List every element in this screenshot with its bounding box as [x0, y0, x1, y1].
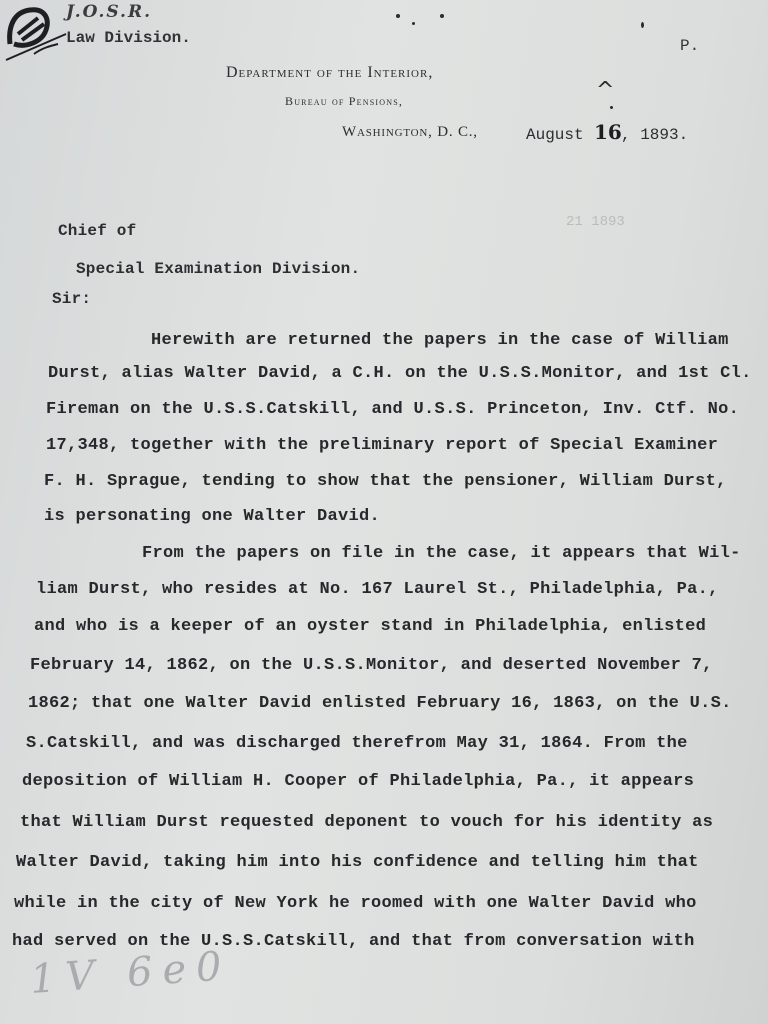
body-line: F. H. Sprague, tending to show that the pensioner, William Durst,: [44, 472, 727, 491]
date-month: August: [526, 126, 584, 144]
body-line: Durst, alias Walter David, a C.H. on the U.S.S.Monitor, and 1st Cl.: [48, 364, 752, 383]
stamp-mark-icon: [4, 4, 74, 62]
body-line: 1862; that one Walter David enlisted February 16, 1863, on the U.S.: [28, 694, 732, 713]
body-line: Walter David, taking him into his confidence and telling him that: [16, 853, 699, 872]
handwritten-caret: ^: [596, 78, 615, 103]
date-day-handwritten: 16: [594, 120, 622, 144]
salutation-line-1: Chief of: [58, 222, 137, 240]
page-mark: P.: [680, 37, 700, 55]
body-line: From the papers on file in the case, it appears that Wil-: [142, 544, 741, 563]
body-line: that William Durst requested deponent to vouch for his identity as: [20, 813, 714, 832]
body-line: had served on the U.S.S.Catskill, and that from conversation with: [12, 932, 695, 951]
handwritten-bottom-notation: 1V 6e0: [28, 943, 233, 1003]
handwritten-initials: J.O.S.R.: [66, 2, 153, 22]
date-year: , 1893.: [621, 126, 689, 144]
department-heading: Department of the Interior,: [226, 64, 434, 81]
body-line: 17,348, together with the preliminary report of Special Examiner: [46, 436, 719, 455]
body-line: deposition of William H. Cooper of Philadelphia, Pa., it appears: [22, 772, 695, 791]
bureau-heading: Bureau of Pensions,: [285, 94, 404, 108]
place-line: Washington, D. C.,: [342, 124, 478, 140]
body-line: while in the city of New York he roomed with one Walter David who: [14, 894, 697, 913]
body-line: Herewith are returned the papers in the case of William: [151, 331, 729, 350]
body-line: February 14, 1862, on the U.S.S.Monitor, and deserted November 7,: [30, 656, 713, 675]
body-line: is personating one Walter David.: [44, 507, 381, 526]
salutation-sir: Sir:: [52, 290, 92, 308]
body-line: liam Durst, who resides at No. 167 Laurel St., Philadelphia, Pa.,: [36, 580, 719, 599]
body-line: Fireman on the U.S.S.Catskill, and U.S.S. Princeton, Inv. Ctf. No.: [46, 400, 740, 419]
division-label: Law Division.: [66, 29, 191, 47]
body-line: and who is a keeper of an oyster stand in Philadelphia, enlisted: [34, 617, 707, 636]
salutation-line-2: Special Examination Division.: [76, 260, 361, 278]
bleed-through-stamp: 21 1893: [566, 214, 625, 230]
body-line: S.Catskill, and was discharged therefrom May 31, 1864. From the: [26, 734, 688, 753]
